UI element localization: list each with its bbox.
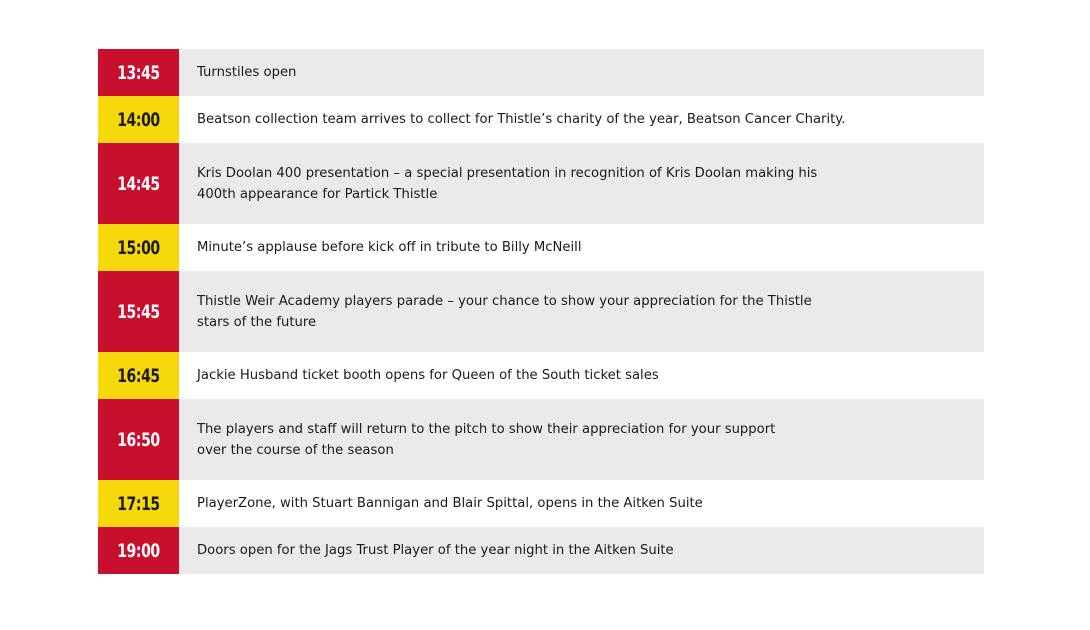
event-description-cell [179, 224, 984, 271]
time-cell [98, 480, 179, 527]
time-label: 15:00 [117, 236, 160, 259]
event-description: Minute’s applause before kick off in tribute to Billy McNeill [197, 240, 582, 255]
time-cell [98, 352, 179, 399]
event-description-cell [179, 399, 984, 480]
time-cell [98, 399, 179, 480]
event-description-cell [179, 143, 984, 224]
event-description: Thistle Weir Academy players parade – your chance to show your appreciation for the Thistle stars of the future [197, 293, 812, 330]
time-cell [98, 527, 179, 574]
time-label: 16:45 [117, 364, 160, 387]
event-description: Turnstiles open [197, 65, 297, 80]
time-label: 13:45 [117, 61, 160, 84]
time-cell [98, 143, 179, 224]
event-description: The players and staff will return to the pitch to show their appreciation for your support over the course of the season [197, 421, 776, 458]
schedule-row [98, 224, 984, 271]
event-description-cell [179, 271, 984, 352]
schedule-row [98, 352, 984, 399]
event-description-cell [179, 527, 984, 574]
event-description-cell [179, 49, 984, 96]
time-label: 15:45 [117, 300, 160, 323]
schedule-row [98, 527, 984, 574]
event-description: Doors open for the Jags Trust Player of the year night in the Aitken Suite [197, 543, 674, 558]
time-label: 14:00 [117, 108, 160, 131]
time-label: 17:15 [117, 492, 160, 515]
schedule-row [98, 271, 984, 352]
event-description-cell [179, 480, 984, 527]
schedule-row [98, 480, 984, 527]
event-description-cell [179, 352, 984, 399]
event-description: Kris Doolan 400 presentation – a special presentation in recognition of Kris Doolan making his 400th appearance for Partick Thistle [197, 165, 818, 202]
event-description-cell [179, 96, 984, 143]
event-description: Jackie Husband ticket booth opens for Queen of the South ticket sales [197, 368, 659, 383]
event-description: PlayerZone, with Stuart Bannigan and Blair Spittal, opens in the Aitken Suite [197, 496, 703, 511]
time-label: 14:45 [117, 172, 160, 195]
event-description: Beatson collection team arrives to collect for Thistle’s charity of the year, Beatson Cancer Charity. [197, 112, 846, 127]
time-cell [98, 96, 179, 143]
schedule-row [98, 399, 984, 480]
schedule-row [98, 49, 984, 96]
matchday-schedule [98, 49, 984, 574]
schedule-row [98, 143, 984, 224]
time-cell [98, 49, 179, 96]
time-label: 19:00 [117, 539, 160, 562]
time-label: 16:50 [117, 428, 160, 451]
time-cell [98, 224, 179, 271]
schedule-row [98, 96, 984, 143]
time-cell [98, 271, 179, 352]
